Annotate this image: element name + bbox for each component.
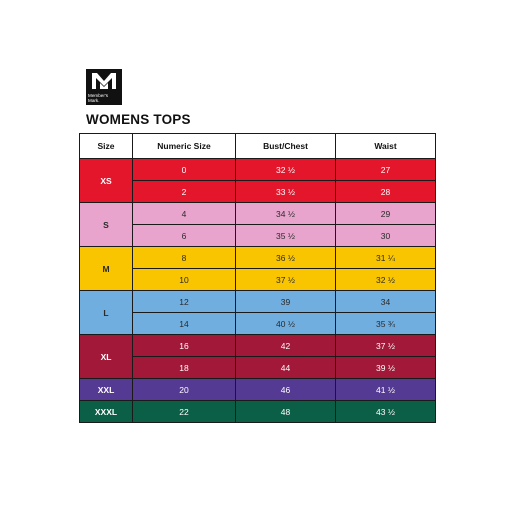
waist-cell: 32 ½ <box>336 269 436 291</box>
table-row <box>80 269 436 291</box>
m-logo-icon <box>86 69 122 93</box>
bust-cell: 32 ½ <box>236 159 336 181</box>
table-row <box>80 181 436 203</box>
bust-cell: 36 ½ <box>236 247 336 269</box>
waist-cell: 34 <box>336 291 436 313</box>
waist-cell: 39 ½ <box>336 357 436 379</box>
numeric-size-cell: 10 <box>133 269 236 291</box>
numeric-size-cell: 2 <box>133 181 236 203</box>
size-cell-s: S <box>80 203 133 247</box>
waist-cell: 30 <box>336 225 436 247</box>
header-size: Size <box>80 134 133 159</box>
numeric-size-cell: 8 <box>133 247 236 269</box>
table-row <box>80 357 436 379</box>
waist-cell: 27 <box>336 159 436 181</box>
bust-cell: 37 ½ <box>236 269 336 291</box>
waist-cell: 41 ½ <box>336 379 436 401</box>
numeric-size-cell: 22 <box>133 401 236 423</box>
numeric-size-cell: 14 <box>133 313 236 335</box>
table-header-row <box>80 134 436 159</box>
numeric-size-cell: 16 <box>133 335 236 357</box>
waist-cell: 28 <box>336 181 436 203</box>
waist-cell: 35 ¾ <box>336 313 436 335</box>
table-row <box>80 335 436 357</box>
bust-cell: 42 <box>236 335 336 357</box>
table-row <box>80 247 436 269</box>
page-title: WOMENS TOPS <box>86 112 191 127</box>
waist-cell: 43 ½ <box>336 401 436 423</box>
logo-line-2: Mark. <box>88 98 100 103</box>
numeric-size-cell: 18 <box>133 357 236 379</box>
logo-line-1: Member's <box>88 93 109 98</box>
bust-cell: 33 ½ <box>236 181 336 203</box>
header-waist: Waist <box>336 134 436 159</box>
bust-cell: 40 ½ <box>236 313 336 335</box>
table-row <box>80 401 436 423</box>
numeric-size-cell: 6 <box>133 225 236 247</box>
table-row <box>80 203 436 225</box>
size-chart-table <box>79 133 436 423</box>
numeric-size-cell: 20 <box>133 379 236 401</box>
numeric-size-cell: 0 <box>133 159 236 181</box>
size-cell-m: M <box>80 247 133 291</box>
waist-cell: 29 <box>336 203 436 225</box>
bust-cell: 46 <box>236 379 336 401</box>
waist-cell: 31 ¼ <box>336 247 436 269</box>
numeric-size-cell: 12 <box>133 291 236 313</box>
size-cell-l: L <box>80 291 133 335</box>
table-row <box>80 159 436 181</box>
size-cell-xs: XS <box>80 159 133 203</box>
table-row <box>80 313 436 335</box>
table-row <box>80 225 436 247</box>
logo-text <box>88 93 120 103</box>
bust-cell: 34 ½ <box>236 203 336 225</box>
bust-cell: 35 ½ <box>236 225 336 247</box>
members-mark-logo <box>86 69 122 105</box>
table-row <box>80 379 436 401</box>
size-cell-xxxl: XXXL <box>80 401 133 423</box>
size-cell-xl: XL <box>80 335 133 379</box>
bust-cell: 39 <box>236 291 336 313</box>
header-numeric-size: Numeric Size <box>133 134 236 159</box>
bust-cell: 44 <box>236 357 336 379</box>
size-cell-xxl: XXL <box>80 379 133 401</box>
numeric-size-cell: 4 <box>133 203 236 225</box>
waist-cell: 37 ½ <box>336 335 436 357</box>
bust-cell: 48 <box>236 401 336 423</box>
table-row <box>80 291 436 313</box>
header-bust-chest: Bust/Chest <box>236 134 336 159</box>
